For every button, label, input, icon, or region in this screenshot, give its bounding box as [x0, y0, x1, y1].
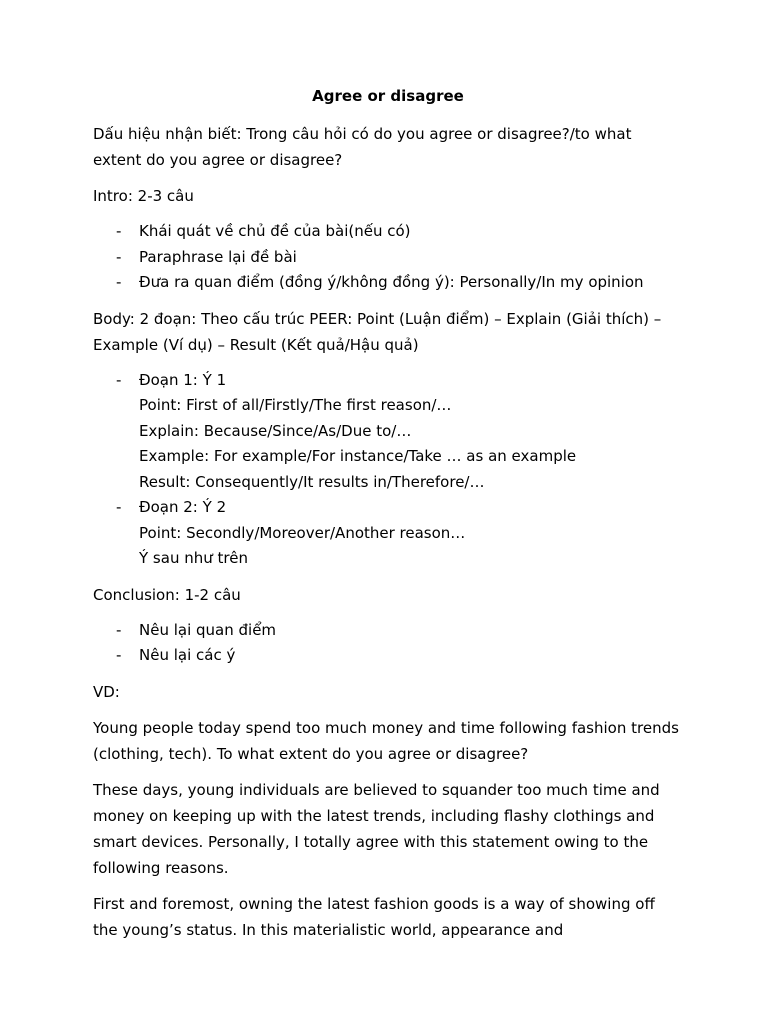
dash-bullet: - [116, 370, 122, 389]
list-item: - Đoạn 1: Ý 1 Point: First of all/Firstly/The first reason/… Explain: Because/Since/As/Due to/… Example: For example/For instance/Take … as an example Result: Consequently/It results in/Therefore/… [93, 368, 683, 496]
list-item: - Paraphrase lại đề bài [93, 245, 683, 271]
dash-bullet: - [116, 222, 122, 240]
conclusion-heading: Conclusion: 1-2 câu [93, 585, 241, 604]
dash-bullet: - [116, 646, 122, 664]
intro-list [93, 219, 683, 296]
document-title: Agree or disagree [312, 87, 464, 105]
list-item: - Đoạn 2: Ý 2 Point: Secondly/Moreover/Another reason… Ý sau như trên [93, 495, 683, 572]
dash-bullet: - [116, 273, 122, 291]
conclusion-list [93, 618, 683, 669]
document-page [93, 86, 683, 953]
signs-paragraph: Dấu hiệu nhận biết: Trong câu hỏi có do you agree or disagree?/to what extent do you agree or disagree? [93, 125, 632, 169]
essay-paragraph-2: First and foremost, owning the latest fashion goods is a way of showing off the young’s status. In this materialistic world, appearance and [93, 894, 655, 939]
list-item: - Khái quát về chủ đề của bài(nếu có) [93, 219, 683, 245]
dash-bullet: - [116, 620, 122, 639]
essay-paragraph-1: These days, young individuals are believed to squander too much time and money on keeping up with the latest trends, including flashy clothings and smart devices. Personally, I totally agree with this statement owing to the following reasons. [93, 780, 660, 877]
list-item: - Đưa ra quan điểm (đồng ý/không đồng ý): Personally/In my opinion [93, 270, 683, 296]
body-heading: Body: 2 đoạn: Theo cấu trúc PEER: Point (Luận điểm) – Explain (Giải thích) – Example (Ví dụ) – Result (Kết quả/Hậu quả) [93, 309, 662, 354]
dash-bullet: - [116, 498, 122, 516]
essay-prompt: Young people today spend too much money and time following fashion trends (clothing, tech). To what extent do you agree or disagree? [93, 718, 679, 763]
list-item: - Nêu lại các ý [93, 643, 683, 669]
list-item: - Nêu lại quan điểm [93, 618, 683, 644]
example-label: VD: [93, 682, 120, 701]
body-list [93, 368, 683, 572]
intro-heading: Intro: 2-3 câu [93, 187, 194, 205]
dash-bullet: - [116, 247, 122, 266]
